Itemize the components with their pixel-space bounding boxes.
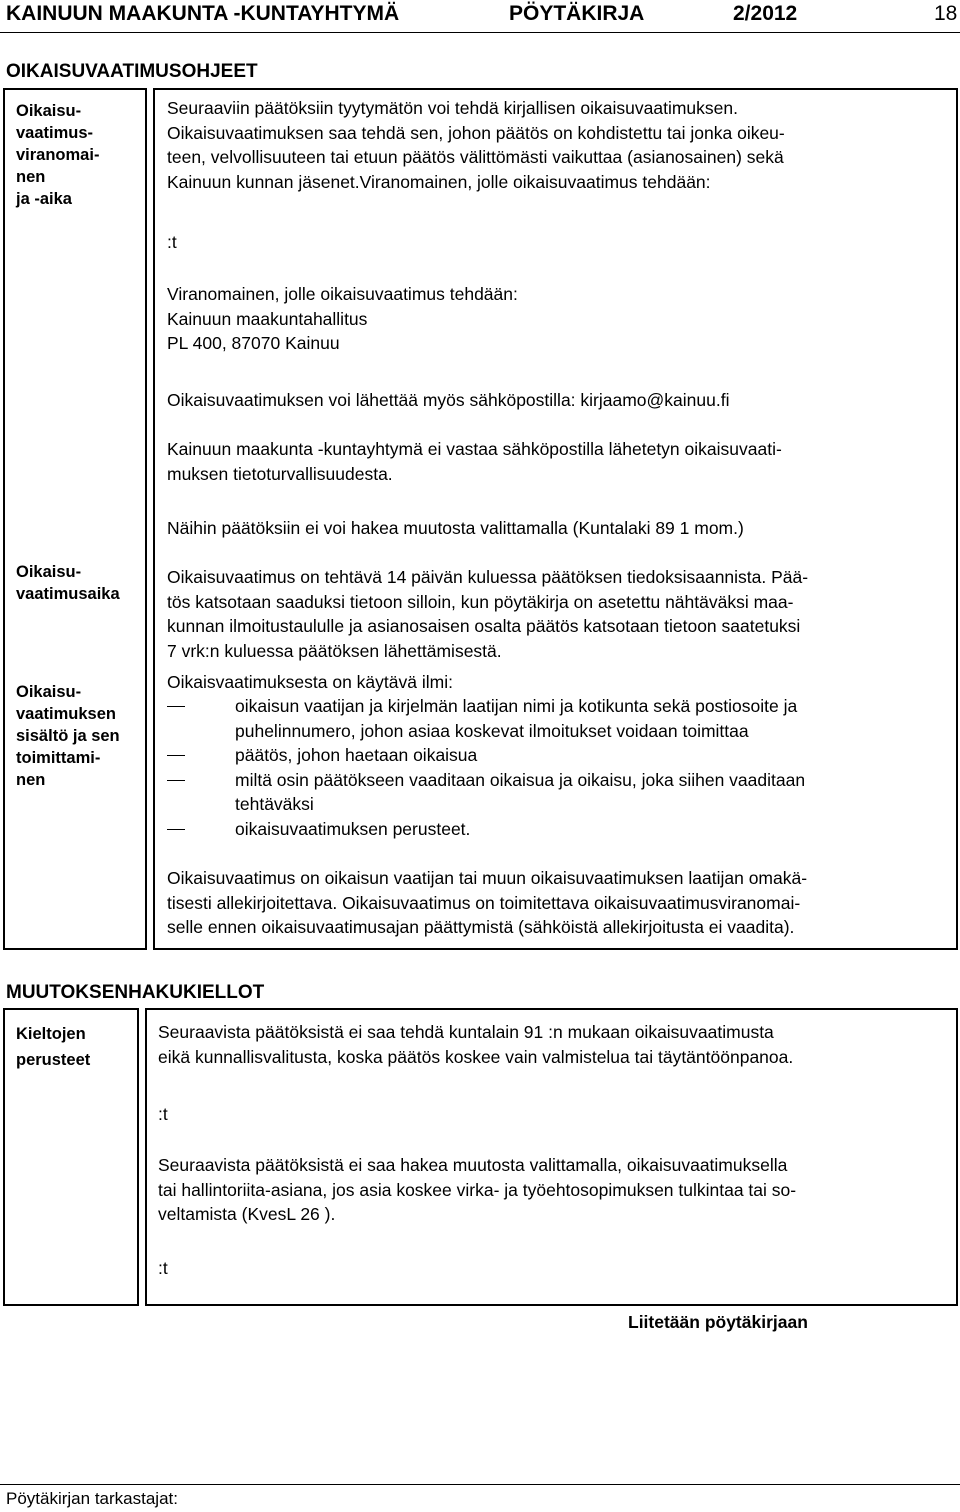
prohibitions-label-box [3,1008,139,1306]
label-appeal-period: Oikaisu- vaatimusaika [16,563,120,603]
section-title-prohibitions: MUUTOKSENHAKUKIELLOT [6,982,265,1003]
section-title-appeal: OIKAISUVAATIMUSOHJEET [6,61,258,82]
prohibitions-paragraph-1: Seuraavista päätöksistä ei saa tehdä kuntalain 91 :n mukaan oikaisuvaatimusta eikä kunnallisvalitusta, koska päätös koskee vain valmistelua tai täytäntöönpanoa. [158,1022,794,1067]
email-security-note: Kainuun maakunta -kuntayhtymä ei vastaa sähköpostilla lähetetyn oikaisuvaati- muksen tietoturvallisuudesta. [167,439,782,484]
label-prohibition-grounds: Kieltojen perusteet [16,1025,91,1069]
no-appeal-note: Näihin päätöksiin ei voi hakea muutosta valittamalla (Kuntalaki 89 1 mom.) [167,518,744,538]
footer-rule [0,1484,960,1485]
dash-icon [167,829,185,830]
appeal-period-text: Oikaisuvaatimus on tehtävä 14 päivän kuluessa päätöksen tiedoksisaannista. Pää- tös katsotaan saaduksi tietoon silloin, kun pöytäkirja on asetettu nähtäväksi maa- kunnan ilmoitustaululle ja asianosaisen osalta päätös katsotaan tietoon saatetuksi 7 vrk:n kuluessa päätöksen lähettämisestä. [167,567,809,661]
page-number: 18 [934,2,958,25]
label-authority-and-time: Oikaisu- vaatimus- viranomai- nen ja -aika [16,102,100,208]
content-list [167,694,805,841]
label-appeal-content: Oikaisu- vaatimuksen sisältö ja sen toimittami- nen [16,683,120,789]
list-item: oikaisun vaatijan ja kirjelmän laatijan nimi ja kotikunta sekä postiosoite ja puhelinnumero, johon asiaa koskevat ilmoitukset voidaan toimittaa [167,694,805,743]
list-item: oikaisuvaatimuksen perusteet. [167,817,805,842]
prohibitions-reference-1: :t [158,1104,168,1124]
sections-reference: :t [167,232,177,252]
list-item: miltä osin päätökseen vaaditaan oikaisua ja oikaisu, joka siihen vaaditaan tehtäväksi [167,768,805,817]
organization-name: KAINUUN MAAKUNTA -KUNTAYHTYMÄ [6,2,400,25]
header-rule [0,32,960,33]
content-intro: Oikaisvaatimuksesta on käytävä ilmi: [167,672,453,692]
authority-address: Viranomainen, jolle oikaisuvaatimus tehdään: Kainuun maakuntahallitus PL 400, 87070 Kainuu [167,284,518,353]
reviewers-label: Pöytäkirjan tarkastajat: [6,1489,178,1508]
signing-requirement: Oikaisuvaatimus on oikaisun vaatijan tai muun oikaisuvaatimuksen laatijan omakä- tisesti allekirjoitettava. Oikaisuvaatimus on toimitettava oikaisuvaatimusviranomai- selle ennen oikaisuvaatimusajan päättymistä (sähköistä allekirjoitusta ei vaadita). [167,868,808,937]
dash-icon [167,780,185,781]
appeal-intro-paragraph: Seuraaviin päätöksiin tyytymätön voi tehdä kirjallisen oikaisuvaatimuksen. Oikaisuvaatimuksen saa tehdä sen, johon päätös on kohdistettu tai jonka oikeu- teen, velvollisuuteen tai etuun päätös välittömästi vaikuttaa (asianosainen) sekä Kainuun kunnan jäsenet.Viranomainen, jolle oikaisuvaatimus tehdään: [167,98,785,192]
prohibitions-content-box [145,1008,958,1306]
document-number: 2/2012 [733,2,798,25]
dash-icon [167,755,185,756]
list-item: päätös, johon haetaan oikaisua [167,743,805,768]
email-line: Oikaisuvaatimuksen voi lähettää myös sähköpostilla: kirjaamo@kainuu.fi [167,390,730,410]
appeal-content-box [153,88,958,950]
prohibitions-reference-2: :t [158,1258,168,1278]
appeal-label-box [3,88,147,950]
attachment-note: Liitetään pöytäkirjaan [628,1312,808,1332]
dash-icon [167,706,185,707]
document-type: PÖYTÄKIRJA [509,2,645,25]
prohibitions-paragraph-2: Seuraavista päätöksistä ei saa hakea muutosta valittamalla, oikaisuvaatimuksella tai hallintoriita-asiana, jos asia koskee virka- ja työehtosopimuksen tulkintaa tai so- veltamista (KvesL 26 ). [158,1155,797,1224]
